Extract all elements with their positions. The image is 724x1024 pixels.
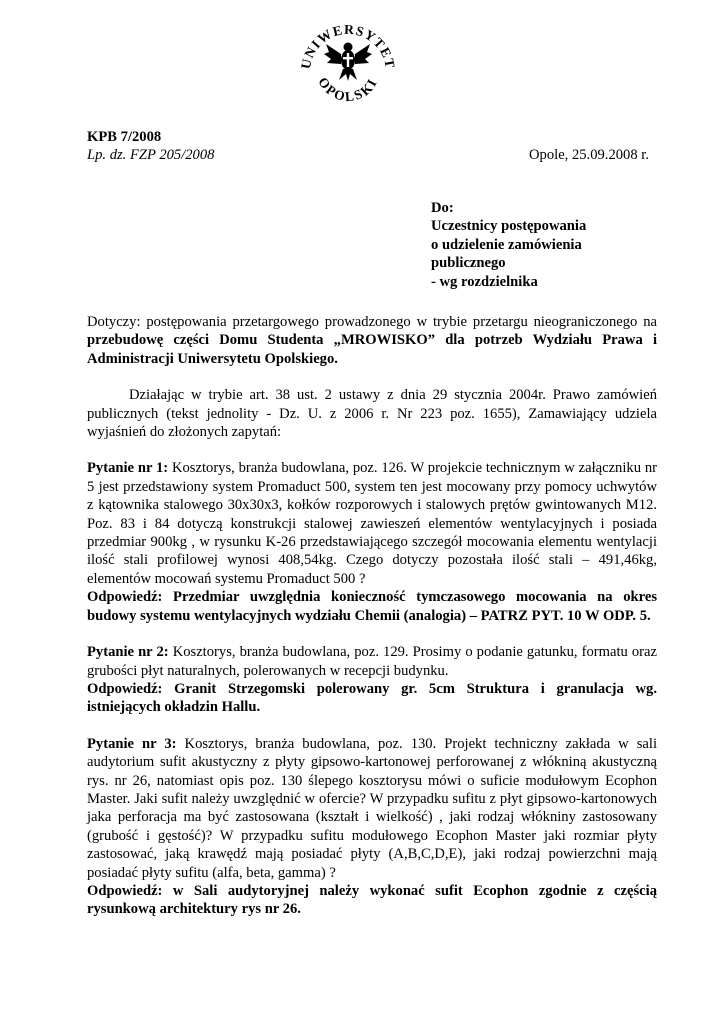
answer-3 — [87, 882, 657, 919]
subject-paragraph — [87, 313, 657, 368]
question-text: Kosztorys, branża budowlana, poz. 129. Prosimy o podanie gatunku, formatu oraz grubości płyt naturalnych, polerowanych w recepcji budynku. — [87, 644, 657, 679]
question-3 — [87, 735, 657, 882]
seal-top-text: UNIWERSYTET — [297, 21, 399, 71]
intro-paragraph: Działając w trybie art. 38 ust. 2 ustawy z dnia 29 stycznia 2004r. Prawo zamówień publicznych (tekst jednolity - Dz. U. z 2006 r. Nr 223 poz. 1655), Zamawiający udziela wyjaśnień do złożonych zapytań: — [87, 387, 657, 441]
answer-label: Odpowiedź: — [87, 589, 163, 606]
answer-text: w Sali audytoryjnej należy wykonać sufit Ecophon zgodnie z częścią rysunkową architektury rys nr 26. — [87, 882, 657, 918]
question-label: Pytanie nr 2: — [87, 644, 169, 661]
recipient-line: Uczestnicy postępowania — [431, 218, 587, 235]
answer-label: Odpowiedź: — [87, 680, 163, 697]
subject-title: przebudowę części Domu Studenta „MROWISKO” dla potrzeb Wydziału Prawa i Administracji Uniwersytetu Opolskiego. — [87, 332, 657, 367]
question-label: Pytanie nr 1: — [87, 460, 169, 477]
qa-item-3 — [87, 735, 657, 919]
seal-bottom-text: OPOLSKI — [315, 74, 381, 105]
letter-body — [87, 313, 657, 919]
qa-item-1 — [87, 459, 657, 625]
subject-intro: Dotyczy: postępowania przetargowego prowadzonego w trybie przetargu nieograniczonego na — [87, 314, 657, 330]
question-1 — [87, 459, 657, 588]
question-2 — [87, 643, 657, 680]
recipient-line: Do: — [431, 200, 454, 216]
university-seal-logo — [296, 14, 400, 118]
recipient-line: o udzielenie zamówienia — [431, 236, 582, 253]
document-date: Opole, 25.09.2008 r. — [529, 147, 649, 163]
answer-label: Odpowiedź: — [87, 882, 163, 899]
qa-item-2 — [87, 643, 657, 717]
answer-text: Przedmiar uwzględnia konieczność tymczasowego mocowania na okres budowy systemu wentylacyjnych wydziału Chemii (analogia) – PATRZ PYT. 10 W ODP. 5. — [87, 589, 658, 624]
recipient-line: publicznego — [431, 255, 506, 272]
reference-number: KPB 7/2008 — [87, 129, 162, 145]
recipient-block — [431, 199, 631, 291]
question-text: Kosztorys, branża budowlana, poz. 126. W projekcie technicznym w załączniku nr 5 jest przedstawiony system Promaduct 500, system ten jest mocowany przy pomocy uchwytów z kątownika stalowego 30x30x3, kołków rozporowych i stalowych prętów gwintowanych M12. Poz. 83 i 84 dotyczą konstrukcji stalowej zawieszeń elementów wentylacyjnych i posiada przedmiar 900kg , w rysunku K-26 przedstawiającego szczegół mocowania elementu wentylacji ilość stali profilowej wynosi 408,54kg. Czego dotyczy pozostała ilość stali – 491,46kg, elementów mocowań systemu Promaduct 500 ? — [87, 460, 657, 587]
document-reference — [87, 128, 214, 165]
question-text: Kosztorys, branża budowlana, poz. 130. Projekt techniczny zakłada w sali audytorium sufit akustyczny z płyty gipsowo-kartonowej perforowanej z włókniną akustyczną rys. nr 26, natomiast opis poz. 130 ślepego kosztorysu mówi o suficie modułowym Ecophon Master. Jaki sufit należy uwzględnić w ofercie? W przypadku sufitu z płyt gipsowo-kartonowych jaka perforacja ma być zastosowana (kształt i wielkość) , jaki rodzaj włókniny zastosowany (grubość i gęstość)? W przypadku sufitu modułowego Ecophon Master jaki rozmiar płyty zastosować, jaką krawędź mają posiadać płyty (A,B,C,D,E), jaki rodzaj powierzchni mają posiadać płyty sufitu (alfa, beta, gamma) ? — [87, 735, 657, 881]
question-label: Pytanie nr 3: — [87, 735, 177, 752]
recipient-line: - wg rozdzielnika — [431, 273, 538, 290]
answer-2 — [87, 680, 657, 717]
answer-1 — [87, 588, 657, 625]
journal-number: Lp. dz. FZP 205/2008 — [87, 147, 215, 164]
answer-text: Granit Strzegomski polerowany gr. 5cm Struktura i granulacja wg. istniejących okładzin Hallu. — [87, 680, 657, 716]
